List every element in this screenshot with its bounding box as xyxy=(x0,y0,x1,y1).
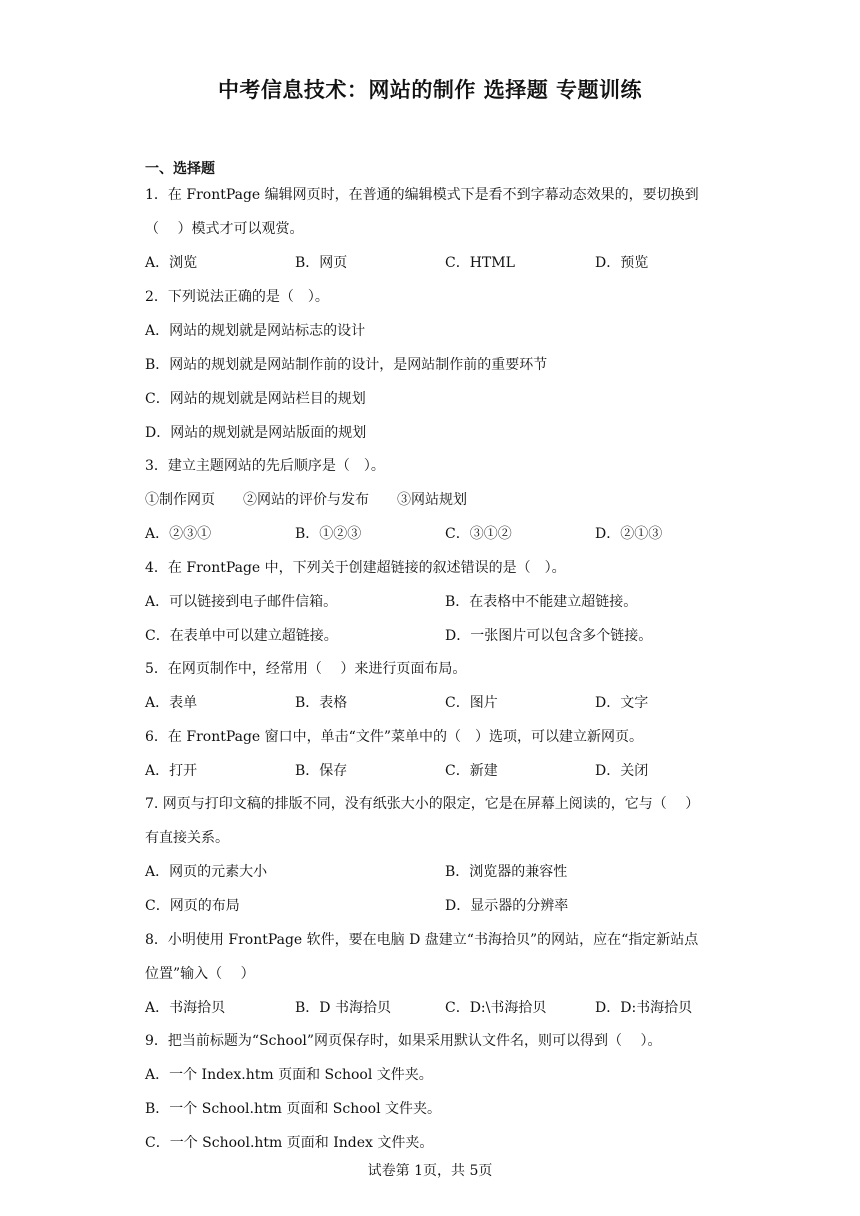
question-2-stem: 2．下列说法正确的是（ ）。 xyxy=(145,289,329,305)
question-4-option-a: A．可以链接到电子邮件信箱。 xyxy=(145,594,338,610)
question-2-option-c: C．网站的规划就是网站栏目的规划 xyxy=(145,391,366,407)
page-footer: 试卷第 1页，共 5页 xyxy=(367,1163,493,1179)
question-3-option-c: C．③①② xyxy=(445,526,512,542)
question-1-option-b: B．网页 xyxy=(295,255,348,271)
question-7-option-b: B．浏览器的兼容性 xyxy=(445,864,568,880)
question-8-option-d: D．D:书海拾贝 xyxy=(595,1000,693,1016)
question-2-option-a: A．网站的规划就是网站标志的设计 xyxy=(145,323,366,339)
question-8-option-b: B．D 书海拾贝 xyxy=(295,1000,391,1016)
question-1-option-a: A．浏览 xyxy=(145,255,198,271)
question-3-stem: 3．建立主题网站的先后顺序是（ ）。 xyxy=(145,458,385,474)
page-title: 中考信息技术：网站的制作 选择题 专题训练 xyxy=(217,78,643,102)
question-6-option-c: C．新建 xyxy=(445,763,498,779)
question-7-option-a: A．网页的元素大小 xyxy=(145,864,268,880)
question-5-stem: 5．在网页制作中，经常用（ ）来进行页面布局。 xyxy=(145,661,467,677)
question-6-option-d: D．关闭 xyxy=(595,763,649,779)
question-9-option-a: A．一个 Index.htm 页面和 School 文件夹。 xyxy=(145,1067,433,1083)
question-8-option-a: A．书海拾贝 xyxy=(145,1000,226,1016)
question-1-stem-cont: （ ）模式才可以观赏。 xyxy=(145,221,304,237)
question-9-option-c: C．一个 School.htm 页面和 Index 文件夹。 xyxy=(145,1135,434,1151)
question-1-option-d: D．预览 xyxy=(595,255,649,271)
question-1-option-c: C．HTML xyxy=(445,255,515,271)
question-2-option-d: D．网站的规划就是网站版面的规划 xyxy=(145,425,367,441)
question-8-stem: 8．小明使用 FrontPage 软件，要在电脑 D 盘建立“书海拾贝”的网站，应在“指定新站点 xyxy=(145,932,699,948)
question-8-option-c: C．D:\书海拾贝 xyxy=(445,1000,547,1016)
question-6-option-a: A．打开 xyxy=(145,763,198,779)
question-5-option-a: A．表单 xyxy=(145,695,198,711)
question-3-option-a: A．②③① xyxy=(145,526,212,542)
question-7-option-c: C．网页的布局 xyxy=(145,898,240,914)
question-5-option-c: C．图片 xyxy=(445,695,498,711)
question-4-option-c: C．在表单中可以建立超链接。 xyxy=(145,628,338,644)
question-2-option-b: B．网站的规划就是网站制作前的设计，是网站制作前的重要环节 xyxy=(145,357,548,373)
question-7-option-d: D．显示器的分辨率 xyxy=(445,898,569,914)
question-5-option-b: B．表格 xyxy=(295,695,348,711)
question-3-option-b: B．①②③ xyxy=(295,526,362,542)
question-9-stem: 9．把当前标题为“School”网页保存时，如果采用默认文件名，则可以得到（ ）。 xyxy=(145,1033,662,1049)
question-6-stem: 6．在 FrontPage 窗口中，单击“文件”菜单中的（ ）选项，可以建立新网页。 xyxy=(145,729,643,745)
question-5-option-d: D．文字 xyxy=(595,695,649,711)
question-6-option-b: B．保存 xyxy=(295,763,348,779)
question-4-option-b: B．在表格中不能建立超链接。 xyxy=(445,594,638,610)
question-1-stem: 1．在 FrontPage 编辑网页时，在普通的编辑模式下是看不到字幕动态效果的，要切换到 xyxy=(145,187,699,203)
question-7-stem-cont: 有直接关系。 xyxy=(145,830,229,846)
question-7-stem: 7. 网页与打印文稿的排版不同，没有纸张大小的限定，它是在屏幕上阅读的，它与（ ） xyxy=(145,796,700,812)
question-9-option-b: B．一个 School.htm 页面和 School 文件夹。 xyxy=(145,1101,442,1117)
section-heading: 一、选择题 xyxy=(145,161,215,177)
question-8-stem-cont: 位置”输入（ ） xyxy=(145,966,255,982)
question-3-option-d: D．②①③ xyxy=(595,526,663,542)
question-4-stem: 4．在 FrontPage 中，下列关于创建超链接的叙述错误的是（ ）。 xyxy=(145,560,566,576)
question-3-items: ①制作网页 ②网站的评价与发布 ③网站规划 xyxy=(145,492,467,508)
question-4-option-d: D．一张图片可以包含多个链接。 xyxy=(445,628,653,644)
